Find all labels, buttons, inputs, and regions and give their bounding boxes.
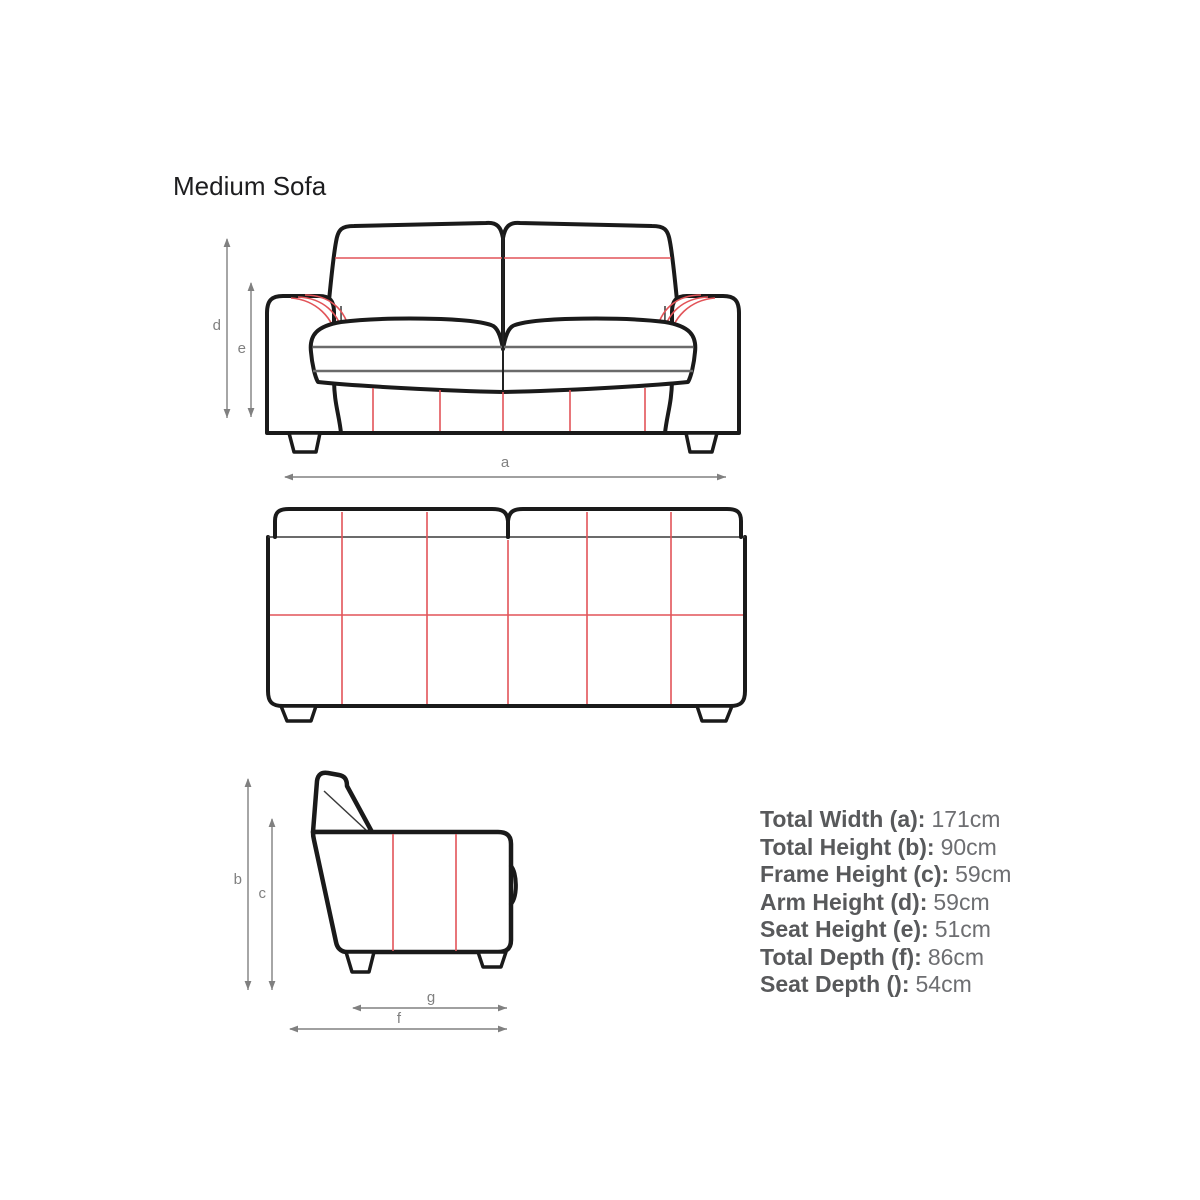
dimension-label-e: e xyxy=(237,340,246,357)
page-title: Medium Sofa xyxy=(173,171,327,201)
dimension-specs xyxy=(760,806,1011,999)
spec-row-frame-height xyxy=(760,861,1011,889)
front-left-leg xyxy=(289,433,320,452)
top-body-outline xyxy=(268,537,745,706)
spec-label: Arm Height (d): xyxy=(760,888,928,915)
spec-row-seat-depth xyxy=(760,971,1011,999)
spec-label: Frame Height (c): xyxy=(760,861,950,887)
dimension-arrow-g xyxy=(353,989,507,1008)
spec-label: Seat Depth (): xyxy=(760,971,910,997)
side-body xyxy=(313,832,511,952)
top-view xyxy=(268,509,745,721)
dimension-label-f: f xyxy=(396,1010,402,1027)
dimension-label-g: g xyxy=(426,989,436,1006)
spec-value: 90cm xyxy=(940,833,997,860)
spec-value: 51cm xyxy=(934,916,991,942)
dimension-label-b: b xyxy=(233,871,242,888)
dimension-label-d: d xyxy=(212,317,221,334)
dimension-label-c: c xyxy=(258,885,266,902)
dimension-arrow-c xyxy=(259,819,273,990)
top-right-leg xyxy=(697,706,732,721)
dimension-arrow-d xyxy=(213,239,227,418)
top-backrest-bar-left xyxy=(275,509,508,537)
dimension-arrow-f xyxy=(290,1010,507,1029)
spec-label: Total Height (b): xyxy=(760,833,935,860)
side-back-leg xyxy=(346,952,374,972)
side-backrest xyxy=(313,773,372,832)
top-stitch-lines-red xyxy=(270,512,743,704)
spec-value: 171cm xyxy=(931,806,1001,832)
top-backrest-bar-right xyxy=(508,509,741,537)
spec-value: 59cm xyxy=(955,861,1012,887)
front-view xyxy=(213,223,739,477)
spec-row-total-width xyxy=(760,806,1011,834)
dimension-arrow-e xyxy=(238,283,251,417)
spec-label: Total Depth (f): xyxy=(760,943,922,970)
spec-value: 86cm xyxy=(927,943,985,970)
spec-row-seat-height xyxy=(760,916,1011,944)
spec-label: Seat Height (e): xyxy=(760,916,929,942)
front-right-leg xyxy=(686,433,717,452)
spec-row-total-height xyxy=(760,834,1011,862)
spec-row-arm-height xyxy=(760,889,1011,917)
spec-label: Total Width (a): xyxy=(760,806,926,832)
spec-value: 54cm xyxy=(915,971,972,997)
spec-row-total-depth xyxy=(760,944,1011,972)
dimension-arrow-b xyxy=(234,779,248,990)
side-front-leg xyxy=(478,952,506,967)
dimension-arrow-a xyxy=(285,454,726,477)
top-left-leg xyxy=(281,706,316,721)
front-base-stitch-lines-red xyxy=(373,388,645,431)
side-view xyxy=(234,773,516,1029)
spec-value: 59cm xyxy=(933,888,990,915)
dimension-label-a: a xyxy=(500,454,510,471)
